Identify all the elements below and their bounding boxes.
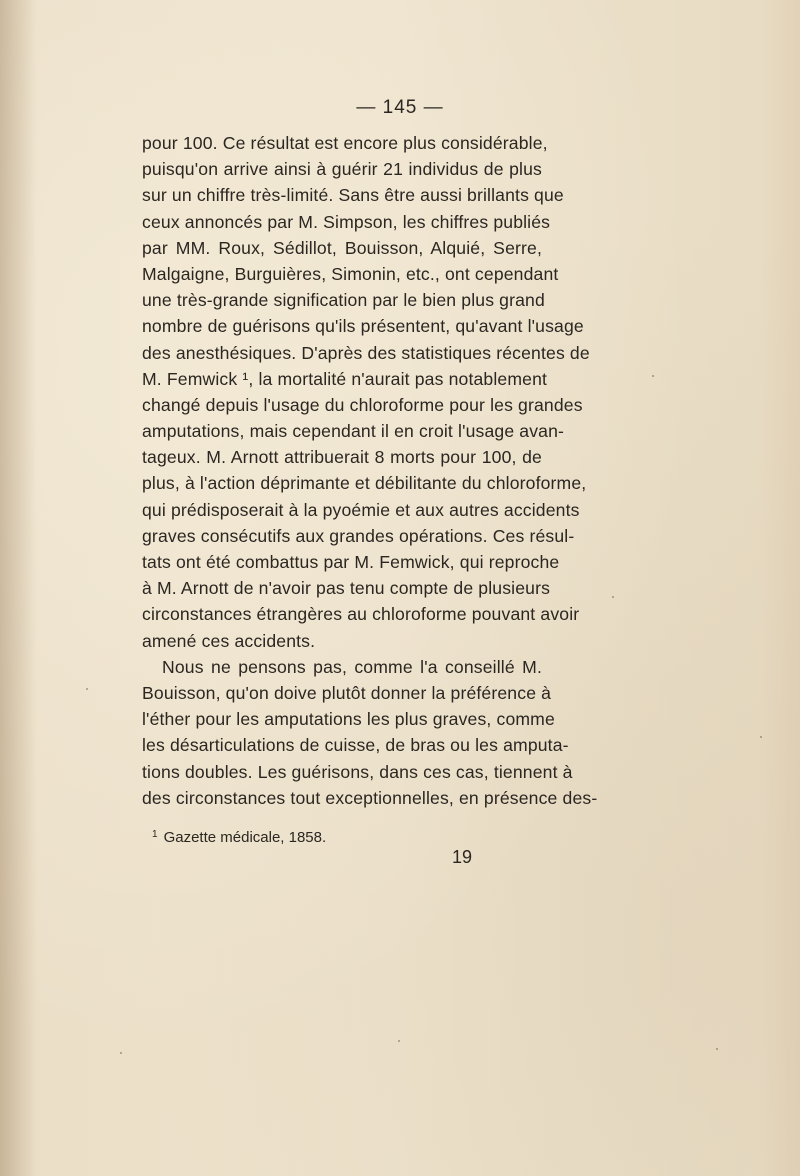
text-line: changé depuis l'usage du chloroforme pour les grandes — [142, 394, 583, 415]
paper-speck — [716, 1048, 718, 1050]
text-line: qui prédisposerait à la pyoémie et aux autres accidents — [142, 499, 580, 520]
text-line: sur un chiffre très-limité. Sans être aussi brillants que — [142, 185, 564, 206]
text-line: une très-grande signification par le bien plus grand — [142, 290, 545, 311]
text-line: amené ces accidents. — [142, 630, 316, 651]
paper-speck — [86, 688, 88, 690]
text-line: Bouisson, qu'on doive plutôt donner la préférence à — [142, 682, 552, 703]
text-line: graves consécutifs aux grandes opérations. Ces résul- — [142, 525, 575, 546]
paper-speck — [612, 596, 614, 598]
paper-speck — [760, 736, 762, 738]
text-line: tageux. M. Arnott attribuerait 8 morts pour 100, de — [142, 447, 542, 468]
paper-speck — [652, 375, 654, 377]
text-line: nombre de guérisons qu'ils présentent, qu'avant l'usage — [142, 316, 584, 337]
text-line: plus, à l'action déprimante et débilitante du chloroforme, — [142, 473, 587, 494]
text-line: à M. Arnott de n'avoir pas tenu compte de plusieurs — [142, 578, 551, 599]
footnote — [152, 825, 542, 848]
paper-speck — [120, 1052, 122, 1054]
text-line: Nous ne pensons pas, comme l'a conseillé M. — [162, 656, 542, 677]
text-line: M. Femwick ¹, la mortalité n'aurait pas notablement — [142, 368, 548, 389]
text-line: les désarticulations de cuisse, de bras ou les amputa- — [142, 735, 569, 756]
text-line: des circonstances tout exceptionnelles, en présence des- — [142, 787, 598, 808]
text-line: pour 100. Ce résultat est encore plus considérable, — [142, 133, 548, 153]
footnote-text: Gazette médicale, 1858. — [163, 829, 327, 846]
body-text — [142, 130, 598, 811]
signature-mark: 19 — [452, 847, 473, 867]
page-spine-shadow — [0, 0, 36, 1176]
text-line: tats ont été combattus par M. Femwick, qui reproche — [142, 552, 560, 572]
text-line: des anesthésiques. D'après des statistiques récentes de — [142, 342, 590, 363]
text-line: circonstances étrangères au chloroforme pouvant avoir — [142, 604, 580, 625]
text-line: puisqu'on arrive ainsi à guérir 21 individus de plus — [142, 159, 542, 180]
text-line: tions doubles. Les guérisons, dans ces cas, tiennent à — [142, 761, 573, 782]
page-number-header: — 145 — — [356, 97, 444, 118]
text-line: l'éther pour les amputations les plus graves, comme — [142, 709, 555, 730]
paper-speck — [398, 1040, 400, 1042]
text-line: par MM. Roux, Sédillot, Bouisson, Alquié, Serre, — [142, 237, 542, 258]
text-line: ceux annoncés par M. Simpson, les chiffres publiés — [142, 211, 551, 232]
text-line: Malgaigne, Burguières, Simonin, etc., ont cependant — [142, 263, 559, 284]
text-line: amputations, mais cependant il en croit l'usage avan- — [142, 421, 565, 442]
footnote-marker: 1 — [152, 829, 158, 840]
